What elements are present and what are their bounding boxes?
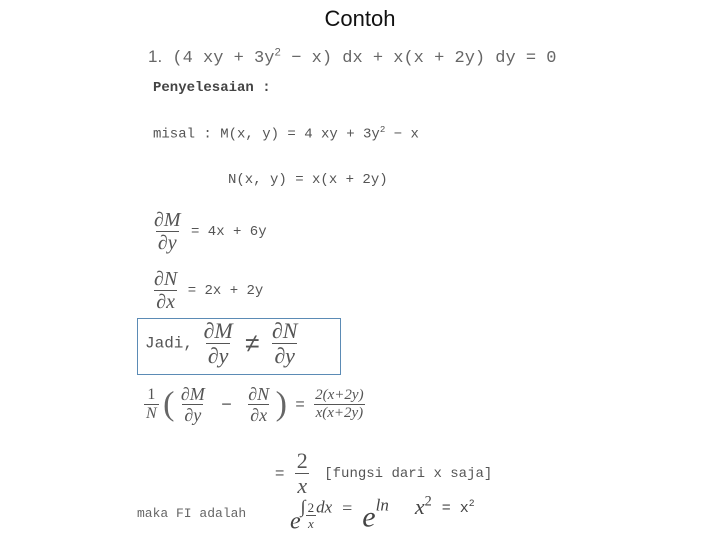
factor-result-den: x(x+2y) bbox=[315, 405, 364, 421]
problem-statement bbox=[148, 47, 557, 68]
jadi-rhs-num: ∂N bbox=[271, 318, 298, 343]
factor-dn-dx bbox=[246, 385, 271, 424]
factor-n: N bbox=[146, 405, 157, 422]
fi-label: maka FI adalah bbox=[137, 506, 247, 521]
fi-int-num: 2 bbox=[307, 500, 315, 516]
factor-dn-den: ∂x bbox=[250, 405, 268, 425]
fi-int-fraction bbox=[306, 501, 317, 530]
problem-equation-tail: − x) dx + x(x + 2y) dy = 0 bbox=[281, 49, 557, 68]
fi-expression bbox=[290, 494, 475, 535]
fi-int-den: x bbox=[307, 516, 314, 532]
fi-e1: e bbox=[290, 508, 301, 535]
fi-final-base: = x bbox=[441, 500, 469, 518]
problem-equation: (4 xy + 3y bbox=[172, 49, 275, 68]
factor-one-over-n bbox=[144, 387, 159, 422]
factor-dm-den: ∂y bbox=[184, 405, 202, 425]
dm-dy-rhs: = 4x + 6y bbox=[191, 223, 267, 240]
dn-dx-rhs: = 2x + 2y bbox=[187, 282, 264, 299]
fi-e2: e bbox=[362, 500, 376, 534]
jadi-label: Jadi, bbox=[145, 334, 194, 353]
jadi-lhs-num: ∂M bbox=[203, 318, 233, 343]
jadi-neq: ≠ bbox=[245, 328, 260, 358]
factor-equals: = bbox=[295, 395, 305, 413]
fi-final-exp: 2 bbox=[468, 498, 475, 510]
result-den: x bbox=[297, 473, 308, 498]
jadi-rhs-den: ∂y bbox=[274, 343, 295, 368]
fi-x2-exp: 2 bbox=[424, 494, 432, 510]
slide-title: Contoh bbox=[324, 6, 396, 31]
fi-final bbox=[442, 500, 475, 517]
factor-dm-num: ∂M bbox=[180, 384, 205, 404]
factor-line bbox=[144, 385, 366, 424]
dm-dy-line bbox=[152, 210, 267, 253]
fi-x2-base: x bbox=[414, 494, 425, 520]
result-line bbox=[275, 450, 492, 497]
dn-dx-num: ∂N bbox=[154, 268, 178, 290]
factor-open-paren: ( bbox=[163, 385, 175, 423]
fi-ln: ln bbox=[375, 495, 389, 515]
fi-equals: = bbox=[342, 498, 353, 519]
result-equals: = bbox=[275, 464, 285, 482]
dn-dx-den: ∂x bbox=[156, 291, 175, 313]
result-note: [fungsi dari x saja] bbox=[324, 465, 493, 482]
misal-label: misal : M(x, y) = 4 xy + 3y bbox=[153, 126, 380, 143]
problem-exponent: 2 bbox=[274, 47, 282, 60]
solution-heading: Penyelesaian : bbox=[153, 80, 271, 96]
misal-tail: − x bbox=[385, 126, 419, 143]
dn-dx-fraction bbox=[152, 269, 179, 312]
jadi-lhs-den: ∂y bbox=[207, 343, 229, 368]
problem-number: 1. bbox=[148, 47, 163, 66]
dm-dy-num: ∂M bbox=[154, 209, 181, 231]
dn-dx-line bbox=[152, 269, 263, 312]
dm-dy-den: ∂y bbox=[157, 232, 177, 254]
result-num: 2 bbox=[296, 448, 308, 473]
result-fraction bbox=[295, 450, 310, 497]
factor-close-paren: ) bbox=[275, 385, 287, 423]
fi-integral: ∫ bbox=[300, 496, 306, 517]
jadi-rhs-fraction bbox=[270, 320, 300, 367]
factor-dm-dy bbox=[179, 385, 207, 424]
n-definition: N(x, y) = x(x + 2y) bbox=[228, 172, 388, 188]
dm-dy-fraction bbox=[152, 210, 183, 253]
jadi-line bbox=[145, 320, 299, 367]
fi-x2 bbox=[415, 494, 432, 519]
factor-result-num: 2(x+2y) bbox=[315, 387, 364, 403]
factor-result-fraction bbox=[313, 388, 365, 421]
fi-dx: dx bbox=[316, 497, 333, 517]
factor-dn-num: ∂N bbox=[248, 384, 270, 404]
misal-exponent: 2 bbox=[379, 124, 386, 135]
factor-minus: − bbox=[221, 394, 232, 414]
misal-line bbox=[153, 124, 419, 143]
factor-one: 1 bbox=[147, 386, 156, 403]
jadi-lhs-fraction bbox=[201, 320, 234, 367]
